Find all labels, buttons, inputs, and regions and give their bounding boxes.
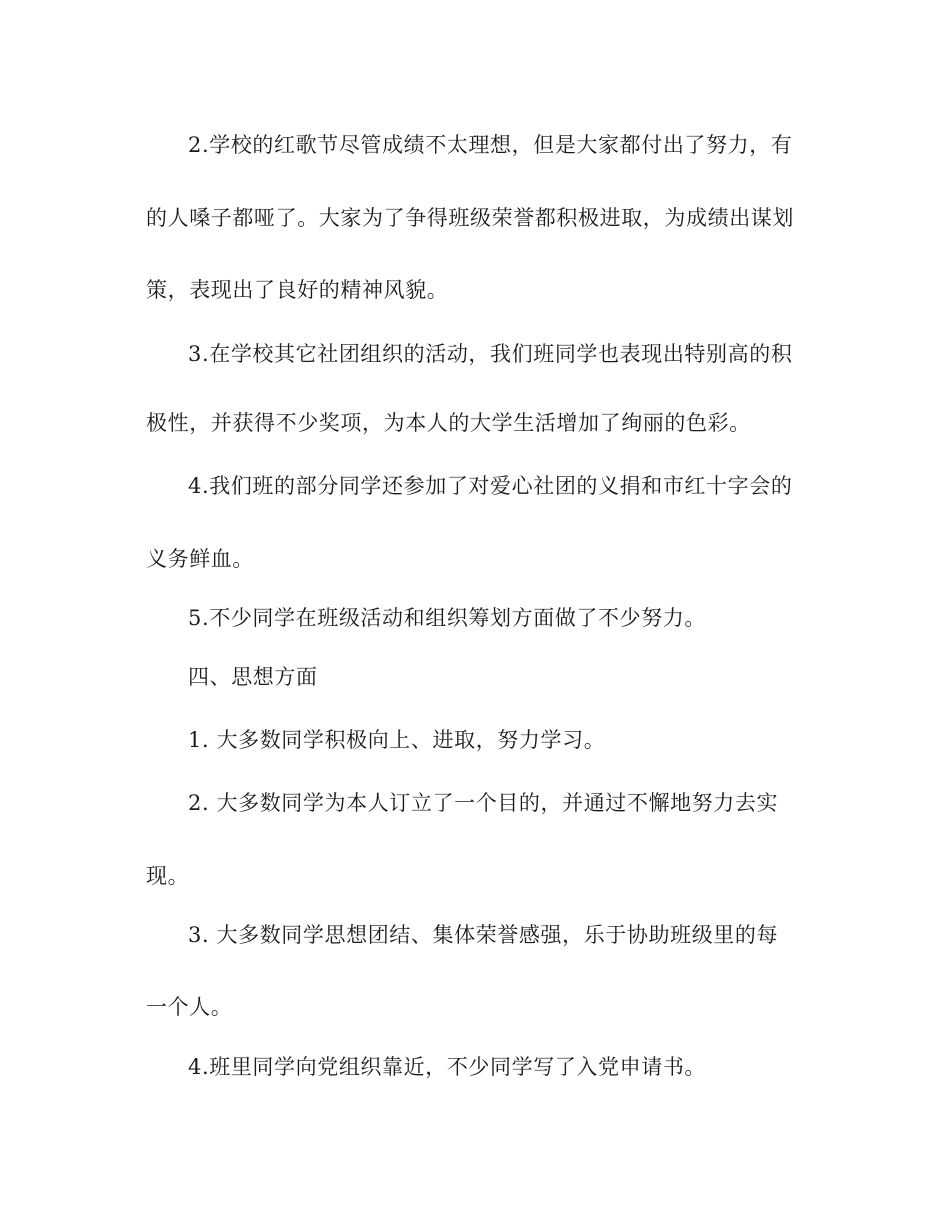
paragraph-line: 的人嗓子都哑了。大家为了争得班级荣誉都积极进取，为成绩出谋划 [146,206,794,230]
paragraph-line: 2.学校的红歌节尽管成绩不太理想，但是大家都付出了努力，有 [188,133,793,157]
paragraph-line: 策，表现出了良好的精神风貌。 [146,278,449,302]
paragraph-line: 现。 [146,864,190,888]
section-heading: 四、思想方面 [188,665,318,689]
paragraph-line: 1. 大多数同学积极向上、进取，努力学习。 [188,728,606,752]
paragraph-line: 3. 大多数同学思想团结、集体荣誉感强，乐于协助班级里的每 [188,923,779,947]
paragraph-line: 3.在学校其它社团组织的活动，我们班同学也表现出特别高的积 [188,342,793,366]
paragraph-line: 5.不少同学在班级活动和组织筹划方面做了不少努力。 [188,606,707,630]
paragraph-line: 极性，并获得不少奖项，为本人的大学生活增加了绚丽的色彩。 [146,411,751,435]
paragraph-line: 4.班里同学向党组织靠近，不少同学写了入党申请书。 [188,1055,707,1079]
paragraph-line: 义务鲜血。 [146,547,254,571]
paragraph-line: 一个人。 [146,995,233,1019]
paragraph-line: 2. 大多数同学为本人订立了一个目的，并通过不懈地努力去实 [188,791,779,815]
paragraph-line: 4.我们班的部分同学还参加了对爱心社团的义捐和市红十字会的 [188,474,793,498]
